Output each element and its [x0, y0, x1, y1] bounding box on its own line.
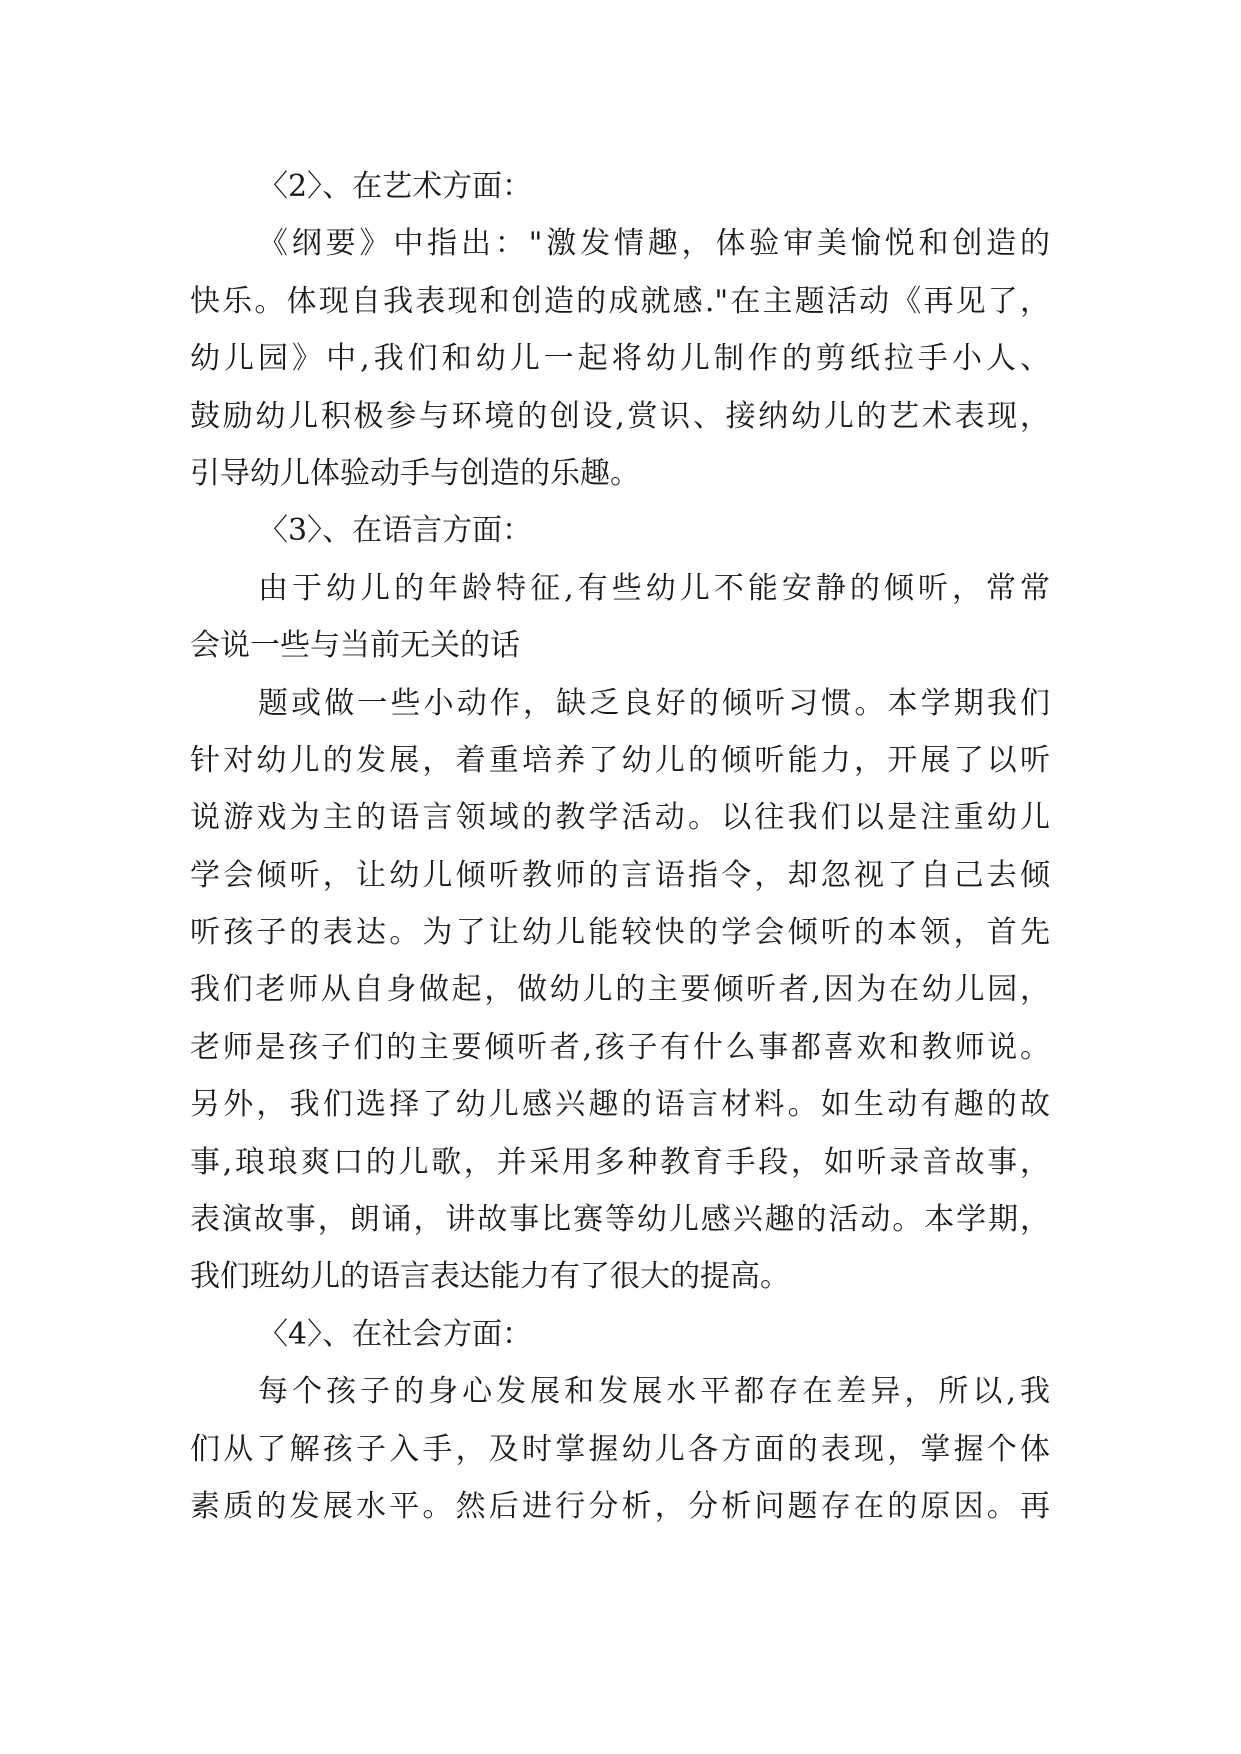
- text-line: 素质的发展水平。然后进行分析，分析问题存在的原因。再: [190, 1488, 1050, 1524]
- text-line: 快乐。体现自我表现和创造的成就感."在主题活动《再见了，: [190, 283, 1050, 319]
- text-line: 另外，我们选择了幼儿感兴趣的语言材料。如生动有趣的故: [190, 1087, 1050, 1123]
- text-line: 〈3〉、在语言方面：: [258, 513, 533, 549]
- text-line: 会说一些与当前无关的话: [190, 628, 520, 664]
- text-line: 〈2〉、在艺术方面：: [258, 169, 533, 204]
- text-line: 〈4〉、在社会方面：: [258, 1316, 533, 1352]
- text-line: 鼓励幼儿积极参与环境的创设,赏识、接纳幼儿的艺术表现，: [190, 398, 1050, 434]
- text-line: 我们班幼儿的语言表达能力有了很大的提高。: [190, 1259, 790, 1295]
- text-line: 学会倾听，让幼儿倾听教师的言语指令，却忽视了自己去倾: [190, 857, 1050, 893]
- text-line: 们从了解孩子入手，及时掌握幼儿各方面的表现，掌握个体: [190, 1431, 1050, 1467]
- text-line: 表演故事，朗诵，讲故事比赛等幼儿感兴趣的活动。本学期，: [190, 1202, 1050, 1238]
- document-body: [190, 158, 1050, 1535]
- text-line: 我们老师从自身做起，做幼儿的主要倾听者,因为在幼儿园，: [190, 972, 1050, 1008]
- text-line: 听孩子的表达。为了让幼儿能较快的学会倾听的本领，首先: [190, 915, 1050, 951]
- text-line: 引导幼儿体验动手与创造的乐趣。: [190, 455, 640, 491]
- text-line: 针对幼儿的发展，着重培养了幼儿的倾听能力，开展了以听: [190, 742, 1050, 778]
- text-line: 幼儿园》中,我们和幼儿一起将幼儿制作的剪纸拉手小人、: [190, 341, 1050, 377]
- text-line: 每个孩子的身心发展和发展水平都存在差异，所以,我: [258, 1374, 1050, 1410]
- text-line: 老师是孩子们的主要倾听者,孩子有什么事都喜欢和教师说。: [190, 1029, 1050, 1065]
- text-line: 题或做一些小动作，缺乏良好的倾听习惯。本学期我们: [258, 685, 1050, 721]
- text-line: 说游戏为主的语言领域的教学活动。以往我们以是注重幼儿: [190, 800, 1050, 836]
- text-line: 事,琅琅爽口的儿歌，并采用多种教育手段，如听录音故事，: [190, 1144, 1050, 1180]
- text-line: 《纲要》中指出："激发情趣，体验审美愉悦和创造的: [258, 226, 1050, 262]
- text-line: 由于幼儿的年龄特征,有些幼儿不能安静的倾听，常常: [258, 570, 1050, 606]
